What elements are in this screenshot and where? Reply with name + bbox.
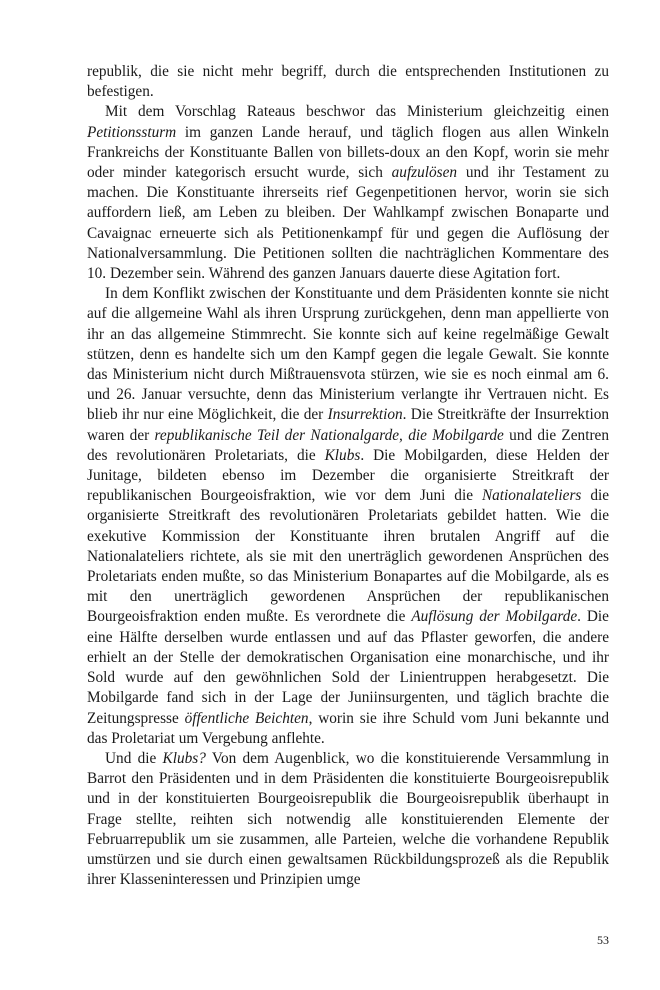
italic-emphasis: Petitionssturm bbox=[87, 123, 177, 141]
paragraph-4 bbox=[87, 749, 609, 890]
italic-emphasis: republikanische Teil der Nationalgarde, die Mobilgarde bbox=[154, 426, 504, 444]
text-run: republik, die sie nicht mehr begriff, durch die entsprechenden Institutionen zu befestigen. bbox=[87, 63, 609, 101]
text-run: Und die bbox=[105, 749, 163, 767]
text-run: . Die eine Hälfte derselben wurde entlassen und auf das Pflaster geworfen, die andere erhielt an der Stelle der demokratischen Organisation eine monarchische, und ihr Sold wurde auf den gewöhnlichen Sold der Linientruppen herabgesetzt. Die Mobilgarde fand sich in der Lage der Juniinsurgenten, und täglich brachte die Zeitungspresse bbox=[87, 608, 609, 727]
paragraph-2 bbox=[87, 102, 609, 284]
italic-emphasis: aufzulösen bbox=[391, 164, 458, 182]
italic-emphasis: Insurrektion bbox=[327, 406, 403, 424]
italic-emphasis: Auflösung der Mobilgarde bbox=[411, 608, 578, 626]
text-run: im ganzen Lande herauf, und täglich flogen aus allen Winkeln Frankreichs der Konstituante Ballen von billets-doux an den Kopf, worin sie mehr oder minder kategorisch ersucht wurde, sich bbox=[87, 123, 609, 182]
text-run: und ihr Testament zu machen. Die Konstituante ihrerseits rief Gegenpetitionen hervor, worin sie sich auffordern ließ, am Leben zu bleiben. Der Wahlkampf zwischen Bonaparte und Cavaignac erneuerte sich als Petitionenkampf für und gegen die Auflösung der Nationalversammlung. Die Petitionen sollten die nachträglichen Kommentare des 10. Dezember sein. Während des ganzen Januars dauerte diese Agitation fort. bbox=[87, 164, 609, 283]
text-run: die organisierte Streitkraft des revolutionären Proletariats gebildet hatten. Wie die exekutive Kommission der Konstituante ihren brutalen Angriff auf die Nationalateliers richtete, als sie mit den unerträglich gewordenen Ansprüchen des Proletariats enden mußte, so das Ministerium Bonapartes auf die Mobilgarde, als es mit den unerträglich gewordenen Ansprüchen der republikanischen Bourgeoisfraktion enden mußte. Es verordnete die bbox=[87, 487, 610, 626]
text-run: In dem Konflikt zwischen der Konstituante und dem Präsidenten konnte sie nicht auf die allgemeine Wahl als ihren Ursprung zurückgehen, denn man appellierte von ihr an das allgemeine Stimmrecht. Sie konnte sich auf keine regelmäßige Gewalt stützen, denn es handelte sich um den Kampf gegen die legale Gewalt. Sie konnte das Ministerium nicht durch Mißtrauensvota stürzen, wie sie es noch einmal am 6. und 26. Januar versuchte, denn das Ministerium verlangte ihr Vertrauen nicht. Es blieb ihr nur eine Möglichkeit, die der bbox=[87, 285, 609, 424]
text-run: Von dem Augenblick, wo die konstituierende Versammlung in Barrot den Präsidenten und in dem Präsidenten die konstituierte Bourgeoisrepublik und in der konstituierten Bourgeoisrepublik die Bourgeoisrepublik überhaupt in Frage stellte, reihten sich notwendig alle konstituierenden Elemente der Februarrepublik um sie zusammen, alle Parteien, welche die vorhandene Republik umstürzen und sie durch einen gewaltsamen Rückbildungsprozeß als die Republik ihrer Klasseninteressen und Prinzipien umge bbox=[87, 749, 609, 889]
paragraph-3 bbox=[87, 284, 609, 749]
italic-emphasis: öffentliche Beichten bbox=[184, 709, 309, 727]
book-page-body bbox=[87, 62, 609, 890]
italic-emphasis: Klubs bbox=[324, 446, 361, 464]
text-run: . Die Mobilgarden, diese Helden der Junitage, bildeten ebenso im Dezember die organisierte Streitkraft der republikanischen Bourgeoisfraktion, wie vor dem Juni die bbox=[87, 446, 609, 505]
text-run: Mit dem Vorschlag Rateaus beschwor das Ministerium gleichzeitig einen bbox=[105, 103, 609, 121]
italic-emphasis: Klubs? bbox=[162, 749, 206, 767]
text-run: . Die Streitkräfte der Insurrektion waren der bbox=[87, 406, 609, 444]
italic-emphasis: Nationalateliers bbox=[481, 487, 582, 505]
paragraph-1 bbox=[87, 62, 609, 102]
text-run: , worin sie ihre Schuld vom Juni bekannte und das Proletariat um Vergebung anflehte. bbox=[87, 709, 609, 747]
page-number: 53 bbox=[597, 933, 609, 947]
text-run: und die Zentren des revolutionären Proletariats, die bbox=[87, 426, 609, 464]
